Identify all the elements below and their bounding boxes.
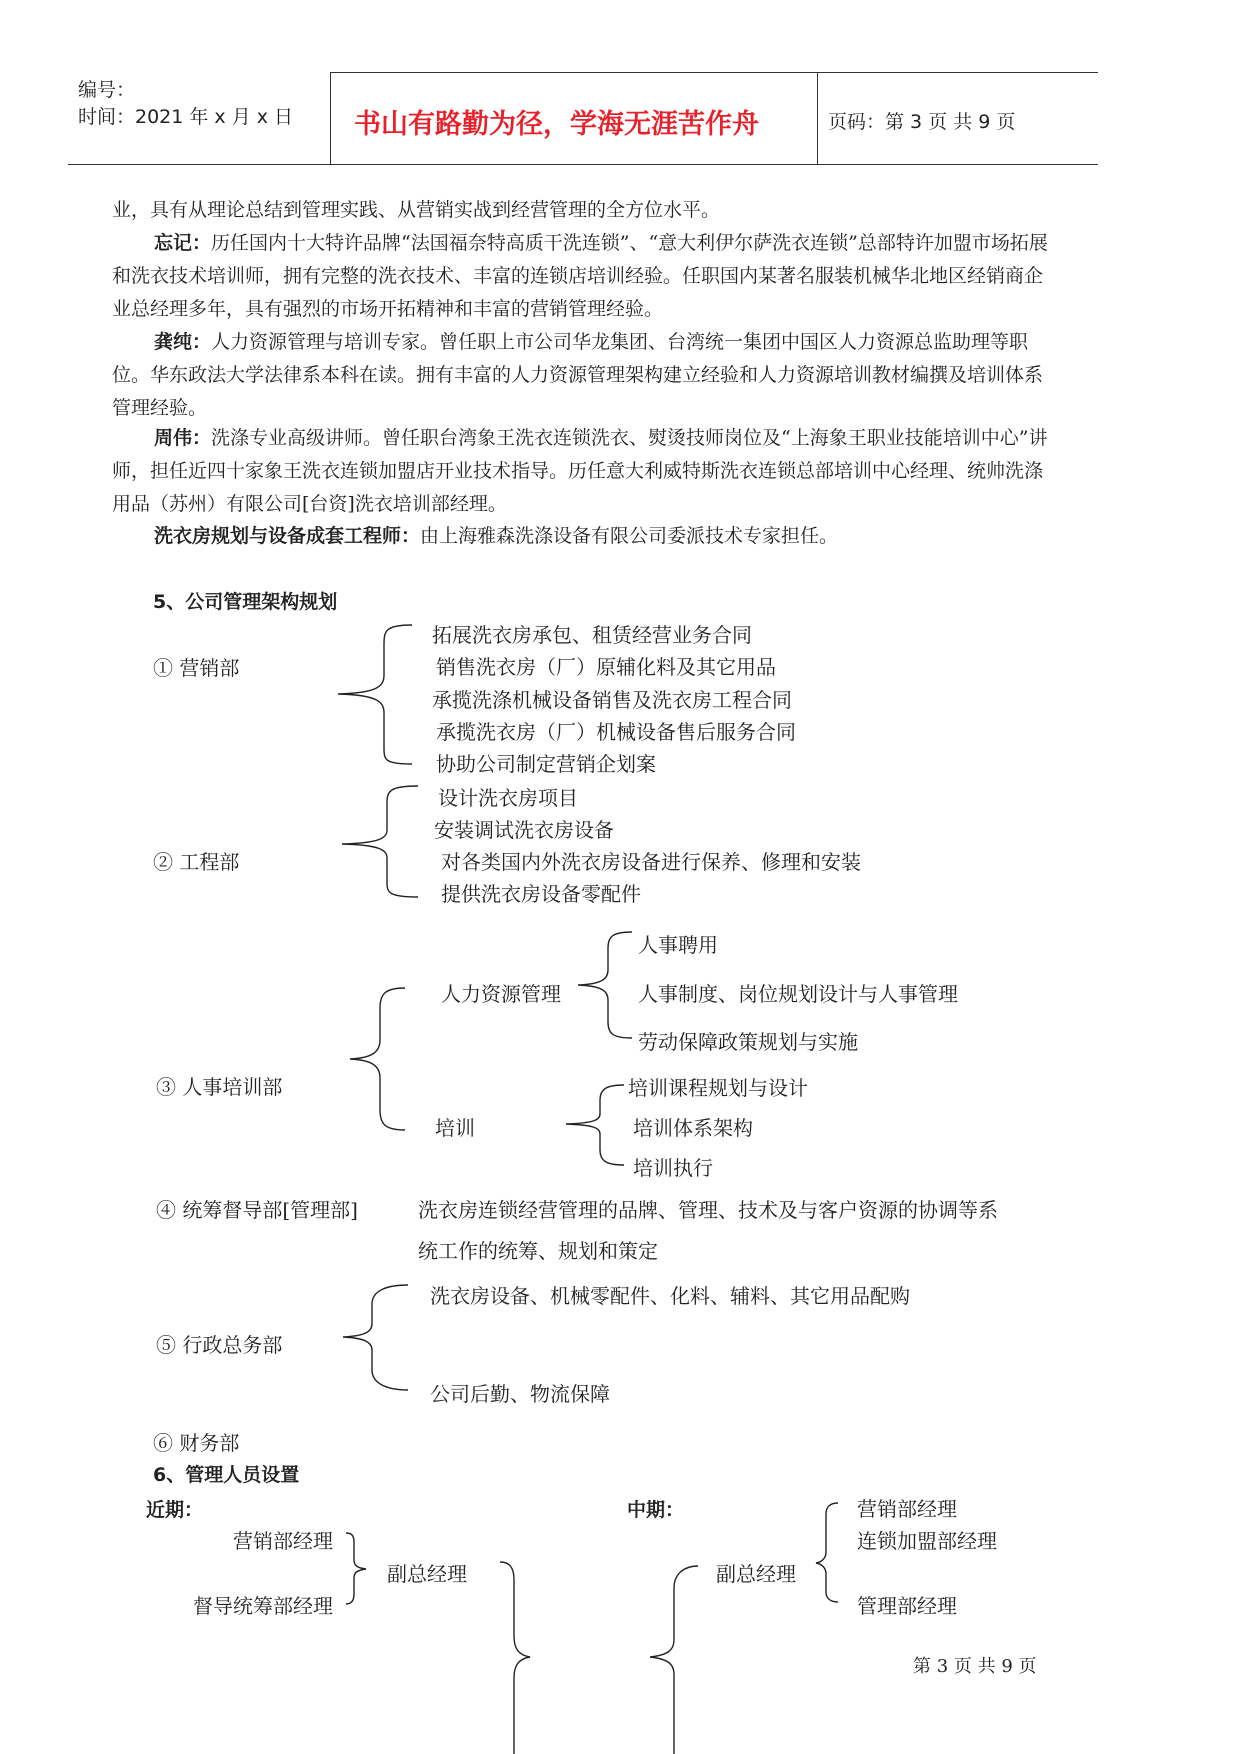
bio-text: 历任国内十大特许品牌“法国福奈特高质干洗连锁”、“意大利伊尔萨洗衣连锁”总部特许加盟市场拓展和洗衣技术培训师，拥有完整的洗衣技术、丰富的连锁店培训经验。任职国内某著名服装机械华北地区经销商企业总经理多年，具有强烈的市场开拓精神和丰富的营销管理经验。 (112, 232, 1048, 320)
bio-paragraph-gongchun (112, 326, 1052, 425)
marketing-item: 协助公司制定营销企划案 (436, 752, 656, 776)
supervision-desc-line1: 洗衣房连锁经营管理的品牌、管理、技术及与客户资源的协调等系 (418, 1198, 998, 1222)
dept-finance-label: ⑥ 财务部 (153, 1431, 240, 1455)
bio-paragraph-wangji (112, 227, 1052, 326)
mid-right-item: 营销部经理 (857, 1497, 957, 1521)
bio-name: 忘记： (154, 232, 212, 254)
bio-text: 洗涤专业高级讲师。曾任职台湾象王洗衣连锁洗衣、熨烫技师岗位及“上海象王职业技能培训中心”讲师，担任近四十家象王洗衣连锁加盟店开业技术指导。历任意大利威特斯洗衣连锁总部培训中心经理、统帅洗涤用品（苏州）有限公司[台资]洗衣培训部经理。 (112, 427, 1048, 515)
dept-admin-label: ⑤ 行政总务部 (156, 1333, 283, 1357)
header-time-label: 时间：2021 年 x 月 x 日 (78, 106, 294, 128)
bio-name: 洗衣房规划与设备成套工程师： (154, 525, 421, 547)
dept-engineering-label: ② 工程部 (153, 850, 240, 874)
engineering-item: 对各类国内外洗衣房设备进行保养、修理和安装 (441, 850, 861, 874)
bio-text: 人力资源管理与培训专家。曾任职上市公司华龙集团、台湾统一集团中国区人力资源总监助理等职位。华东政法大学法律系本科在读。拥有丰富的人力资源管理架构建立经验和人力资源培训教材编撰及培训体系管理经验。 (112, 331, 1044, 419)
bio-paragraph-zhouwei (112, 422, 1052, 521)
engineering-item: 安装调试洗衣房设备 (434, 818, 614, 842)
training-item: 培训体系架构 (633, 1116, 753, 1140)
header-divider-left (330, 72, 331, 164)
dept-supervision-label: ④ 统筹督导部[管理部] (156, 1198, 358, 1222)
hr-item: 人事制度、岗位规划设计与人事管理 (638, 982, 958, 1006)
mid-right-item: 连锁加盟部经理 (857, 1529, 997, 1553)
engineering-item: 提供洗衣房设备零配件 (441, 882, 641, 906)
hr-item: 劳动保障政策规划与实施 (638, 1030, 858, 1054)
mid-center-deputy: 副总经理 (716, 1562, 796, 1586)
hr-item: 人事聘用 (638, 933, 718, 957)
header-motto: 书山有路勤为径，学海无涯苦作舟 (354, 109, 759, 140)
hr-management-label: 人力资源管理 (441, 982, 561, 1006)
admin-item: 洗衣房设备、机械零配件、化料、辅料、其它用品配购 (430, 1284, 910, 1308)
engineering-item: 设计洗衣房项目 (438, 786, 578, 810)
marketing-item: 承揽洗涤机械设备销售及洗衣房工程合同 (432, 688, 792, 712)
mid-term-label: 中期： (627, 1499, 685, 1521)
mid-right-item: 管理部经理 (857, 1594, 957, 1618)
near-left-item: 督导统筹部经理 (193, 1594, 333, 1618)
admin-item: 公司后勤、物流保障 (430, 1382, 610, 1406)
bio-name: 周伟： (154, 427, 212, 449)
bio-name: 龚纯： (154, 331, 212, 353)
brace-mid-right (0, 0, 1, 1)
dept-marketing-label: ① 营销部 (153, 656, 240, 680)
supervision-desc-line2: 统工作的统筹、规划和策定 (418, 1239, 658, 1263)
training-label: 培训 (435, 1116, 475, 1140)
footer-page-number: 第 3 页 共 9 页 (913, 1656, 1037, 1677)
dept-hr-training-label: ③ 人事培训部 (156, 1075, 283, 1099)
header-bottom-rule (68, 164, 1098, 165)
training-item: 培训课程规划与设计 (628, 1076, 808, 1100)
bio-paragraph-continued (112, 194, 1052, 227)
header-top-rule (330, 72, 1098, 73)
training-item: 培训执行 (633, 1156, 713, 1180)
bio-paragraph-engineer (112, 520, 1052, 553)
bio-text: 业，具有从理论总结到管理实践、从营销实战到经营管理的全方位水平。 (112, 199, 721, 221)
header-page-label: 页码：第 3 页 共 9 页 (828, 111, 1016, 133)
marketing-item: 拓展洗衣房承包、租赁经营业务合同 (432, 623, 752, 647)
header-divider-right (817, 72, 818, 164)
marketing-item: 销售洗衣房（厂）原辅化料及其它用品 (436, 655, 776, 679)
marketing-item: 承揽洗衣房（厂）机械设备售后服务合同 (436, 720, 796, 744)
near-center-deputy: 副总经理 (387, 1562, 467, 1586)
near-left-item: 营销部经理 (233, 1529, 333, 1553)
near-term-label: 近期： (146, 1499, 204, 1521)
section6-title: 6、管理人员设置 (153, 1464, 300, 1486)
bio-text: 由上海雅森洗涤设备有限公司委派技术专家担任。 (420, 525, 839, 547)
section5-title: 5、公司管理架构规划 (153, 591, 338, 613)
header-number-label: 编号： (78, 79, 136, 101)
